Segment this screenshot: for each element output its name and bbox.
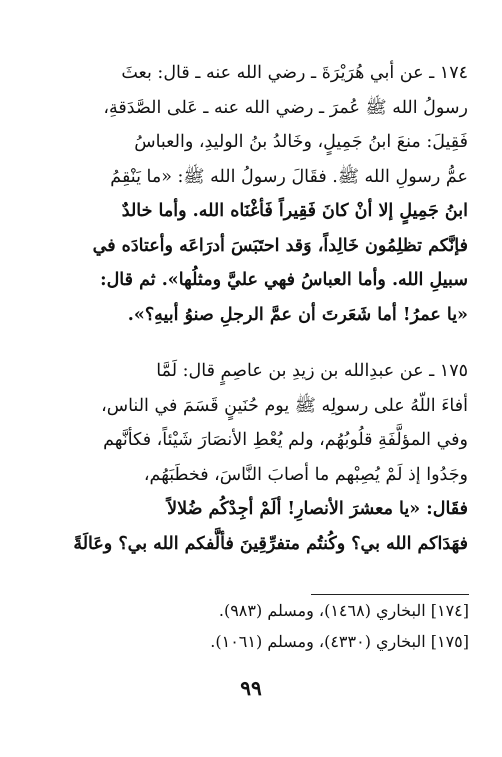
hadith-175-line: فقَال: «يا معشرَ الأنصارِ! ألَمْ أجِدْكُم ضُلالاً [167, 499, 468, 519]
footnote-175: [١٧٥] البخاري (٤٣٣٠)، ومسلم (١٠٦١). [210, 632, 469, 651]
footnote-divider [311, 594, 469, 595]
hadith-175-line: أفاءَ اللّهُ على رسولِه ﷺ يوم حُنَينٍ قَسَمَ في الناس، [101, 395, 468, 416]
page-number: ٩٩ [240, 676, 262, 700]
hadith-174-line: رسولُ الله ﷺ عُمرَ ـ رضي الله عنه ـ عَلى الصَّدَقةِ، [103, 97, 468, 118]
hadith-175 [38, 354, 468, 561]
hadith-175-line: فهَدَاكم الله بي؟ وكُنتُم متفرِّقِينَ فألَّفكم الله بي؟ وعَالَةً [73, 533, 468, 554]
hadith-175-line: ١٧٥ ـ عن عبدِالله بن زيدِ بن عاصِمٍ قال: لَمَّا [156, 361, 468, 381]
hadith-175-line: وجَدُوا إذ لَمْ يُصِبْهم ما أصابَ النَّاسَ، فخطَبَهُم، [143, 464, 468, 485]
hadith-174-line: فإنَّكم تظلِمُون خَالِداً، وَقد احتَبَسَ أدرَاعَه وأعتادَه في [92, 235, 468, 256]
hadith-174-line: سبيلِ الله. وأما العباسُ فهي عليَّ ومثلُها». ثم قال: [100, 270, 468, 290]
hadith-174-line: «يا عمرُ! أما شَعَرتَ أن عمَّ الرجلِ صنوُ أبيهِ؟». [127, 304, 468, 325]
hadith-174 [38, 56, 468, 332]
hadith-174-line: فَقِيلَ: منعَ ابنُ جَمِيلٍ، وخَالدُ بنُ الوليدِ، والعباسُ [134, 132, 468, 152]
hadith-174-line: ١٧٤ ـ عن أبي هُرَيْرَةَ ـ رضي الله عنه ـ قال: بعثَ [121, 63, 468, 83]
hadith-174-line: ابنُ جَمِيلٍ إلا أنْ كانَ فَقِيراً فَأغْنَاه الله. وأما خالدٌ [121, 201, 468, 221]
hadith-175-line: وفي المؤلَّفَةِ قلُوبُهُم، ولم يُعْطِ الأنصَارَ شَيْئاً، فكأنَّهم [103, 430, 468, 450]
hadith-174-line: عمُّ رسولِ الله ﷺ. فقَالَ رسولُ الله ﷺ: «ما يَنْقِمُ [110, 166, 468, 187]
footnote-174: [١٧٤] البخاري (١٤٦٨)، ومسلم (٩٨٣). [218, 601, 469, 620]
